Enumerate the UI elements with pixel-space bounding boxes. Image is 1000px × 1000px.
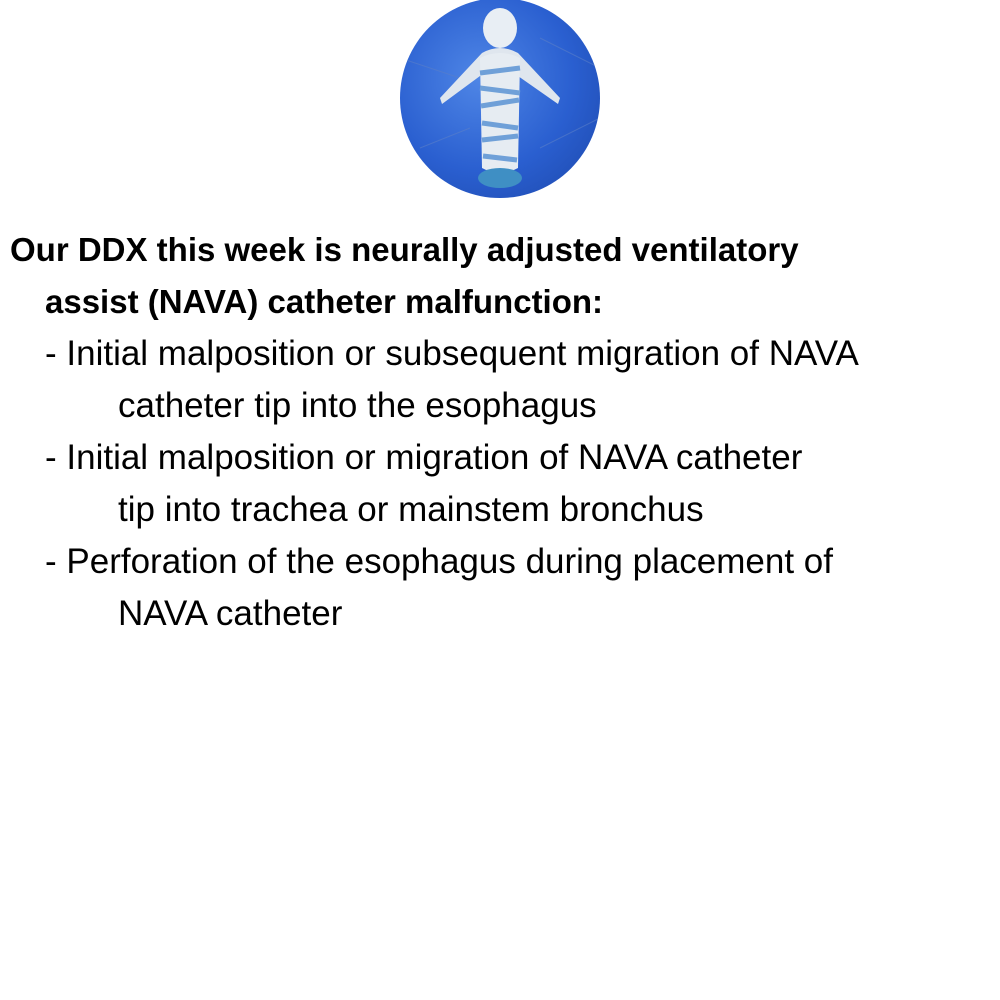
bullet-2-line-2: tip into trachea or mainstem bronchus	[118, 490, 704, 529]
infant-roundel-logo	[400, 0, 600, 198]
bullet-1-line-1: - Initial malposition or subsequent migration of NAVA	[45, 334, 859, 373]
bullet-1-line-2: catheter tip into the esophagus	[118, 386, 597, 425]
bullet-2-line-1: - Initial malposition or migration of NAVA catheter	[45, 438, 803, 477]
bullet-3-line-2: NAVA catheter	[118, 594, 343, 633]
bullet-3-line-1: - Perforation of the esophagus during placement of	[45, 542, 833, 581]
heading-line-1: Our DDX this week is neurally adjusted ventilatory	[10, 231, 799, 268]
swaddled-infant-icon	[400, 0, 600, 198]
heading-line-2: assist (NAVA) catheter malfunction:	[45, 283, 604, 320]
